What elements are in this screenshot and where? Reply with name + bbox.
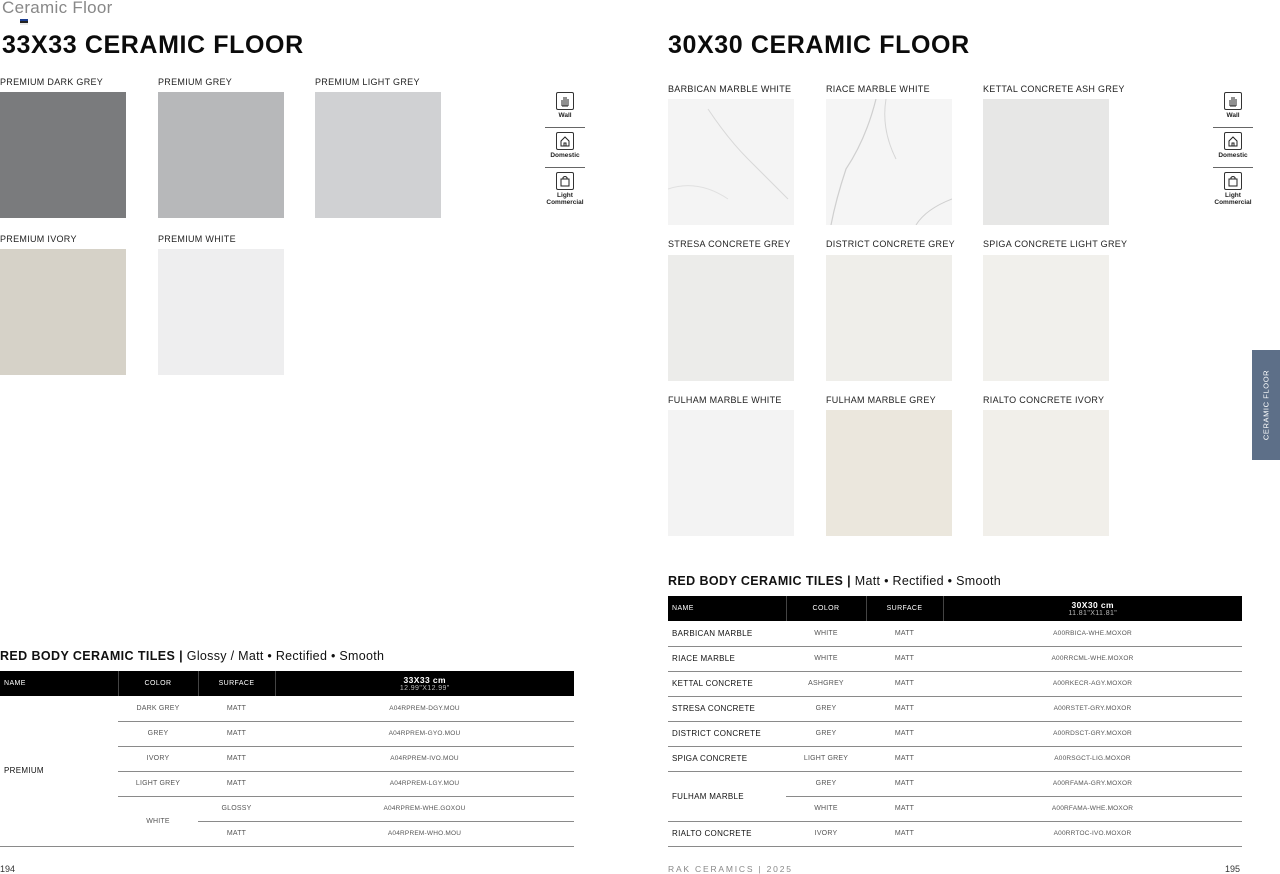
tile-label: SPIGA CONCRETE LIGHT GREY: [983, 239, 1128, 249]
color-cell: GREY: [786, 696, 866, 721]
col-color-header: COLOR: [118, 671, 198, 696]
color-cell: GREY: [786, 721, 866, 746]
code-cell: A04RPREM-GYO.MOU: [275, 721, 574, 746]
col-size-header: [943, 596, 1242, 621]
tile-label: PREMIUM WHITE: [158, 234, 236, 244]
color-cell: IVORY: [118, 746, 198, 771]
code-cell: A00RSGCT-LIG.MOXOR: [943, 746, 1242, 771]
house-icon: [1224, 132, 1242, 150]
tile-label: FULHAM MARBLE WHITE: [668, 395, 782, 405]
code-cell: A04RPREM-LGY.MOU: [275, 771, 574, 796]
tile-swatch-rialto-concrete-ivory: [983, 410, 1109, 536]
color-cell: WHITE: [118, 796, 198, 846]
name-cell: FULHAM MARBLE: [668, 771, 786, 821]
side-tab-label: CERAMIC FLOOR: [1261, 369, 1271, 441]
name-cell: STRESA CONCRETE: [668, 696, 786, 721]
tile-swatch-spiga-concrete-light-grey: [983, 255, 1109, 381]
surface-cell: MATT: [866, 746, 943, 771]
code-cell: A04RPREM-WHO.MOU: [275, 821, 574, 846]
tile-swatch-premium-ivory: [0, 249, 126, 375]
surface-cell: MATT: [198, 721, 275, 746]
surface-cell: MATT: [866, 771, 943, 796]
section-label: Ceramic Floor: [2, 0, 113, 17]
tile-label: BARBICAN MARBLE WHITE: [668, 84, 792, 94]
code-cell: A00RSTET-GRY.MOXOR: [943, 696, 1242, 721]
tile-swatch-fulham-marble-grey: [826, 410, 952, 536]
color-cell: WHITE: [786, 621, 866, 646]
color-cell: LIGHT GREY: [786, 746, 866, 771]
color-cell: DARK GREY: [118, 696, 198, 721]
wall-icon: [1224, 92, 1242, 110]
table-heading-33x33: [0, 649, 384, 663]
tile-swatch-premium-white: [158, 249, 284, 375]
size-inch-label: 11.81"X11.81": [1068, 610, 1118, 617]
tile-label: STRESA CONCRETE GREY: [668, 239, 791, 249]
flag-icon: [20, 19, 28, 27]
usage-light-label: Light: [1225, 192, 1241, 199]
surface-cell: MATT: [198, 821, 275, 846]
code-cell: A00RRTOC-IVO.MOXOR: [943, 821, 1242, 846]
tile-swatch-premium-grey: [158, 92, 284, 218]
table-row: [0, 696, 574, 721]
shopping-bag-icon: [1224, 172, 1242, 190]
table-header-row: [668, 596, 1242, 621]
table-row: [668, 646, 1242, 671]
table-row: [668, 671, 1242, 696]
tile-label: KETTAL CONCRETE ASH GREY: [983, 84, 1125, 94]
tile-swatch-fulham-marble-white: [668, 410, 794, 536]
col-surface-header: SURFACE: [866, 596, 943, 621]
page-title-33x33: 33X33 CERAMIC FLOOR: [2, 31, 304, 59]
usage-icons: [1213, 92, 1253, 207]
tile-label: RIACE MARBLE WHITE: [826, 84, 930, 94]
surface-cell: MATT: [198, 696, 275, 721]
shopping-bag-icon: [556, 172, 574, 190]
tile-swatch-stresa-concrete-grey: [668, 255, 794, 381]
house-icon: [556, 132, 574, 150]
surface-cell: MATT: [198, 746, 275, 771]
group-name-cell: PREMIUM: [0, 696, 118, 846]
page-number-left: 194: [0, 864, 16, 874]
size-label: 33X33 cm: [403, 675, 446, 685]
table-heading-rest: Matt • Rectified • Smooth: [851, 574, 1001, 588]
color-cell: IVORY: [786, 821, 866, 846]
tile-label: FULHAM MARBLE GREY: [826, 395, 936, 405]
code-cell: A00RKECR-AGY.MOXOR: [943, 671, 1242, 696]
tile-swatch-premium-light-grey: [315, 92, 441, 218]
surface-cell: MATT: [866, 821, 943, 846]
code-cell: A04RPREM-DGY.MOU: [275, 696, 574, 721]
code-cell: A04RPREM-WHE.GOXOU: [275, 796, 574, 821]
code-cell: A00RBICA-WHE.MOXOR: [943, 621, 1242, 646]
color-cell: WHITE: [786, 796, 866, 821]
usage-wall-label: Wall: [558, 112, 572, 119]
table-33x33: [0, 671, 574, 847]
wall-icon: [556, 92, 574, 110]
col-size-header: [275, 671, 574, 696]
name-cell: BARBICAN MARBLE: [668, 621, 786, 646]
surface-cell: MATT: [866, 646, 943, 671]
code-cell: A04RPREM-IVO.MOU: [275, 746, 574, 771]
tile-label: DISTRICT CONCRETE GREY: [826, 239, 955, 249]
table-row: [668, 696, 1242, 721]
color-cell: GREY: [786, 771, 866, 796]
col-name-header: NAME: [0, 671, 118, 696]
col-surface-header: SURFACE: [198, 671, 275, 696]
usage-commercial-label: Commercial: [546, 199, 584, 206]
usage-domestic-label: Domestic: [550, 152, 580, 159]
color-cell: ASHGREY: [786, 671, 866, 696]
code-cell: A00RFAMA-WHE.MOXOR: [943, 796, 1242, 821]
usage-wall-label: Wall: [1226, 112, 1240, 119]
surface-cell: MATT: [866, 796, 943, 821]
usage-light-label: Light: [557, 192, 573, 199]
table-heading-30x30: [668, 574, 1001, 588]
page-title-30x30: 30X30 CERAMIC FLOOR: [668, 31, 970, 59]
tile-swatch-kettal-concrete-ash-grey: [983, 99, 1109, 225]
usage-icons: [545, 92, 585, 207]
tile-swatch-riace-marble-white: [826, 99, 952, 225]
name-cell: RIALTO CONCRETE: [668, 821, 786, 846]
color-cell: LIGHT GREY: [118, 771, 198, 796]
usage-commercial-label: Commercial: [1214, 199, 1252, 206]
table-row: [668, 821, 1242, 846]
side-tab-ceramic-floor: [1252, 350, 1280, 460]
tile-label: PREMIUM IVORY: [0, 234, 77, 244]
tile-label: PREMIUM DARK GREY: [0, 77, 104, 87]
tile-swatch-premium-dark-grey: [0, 92, 126, 218]
color-cell: GREY: [118, 721, 198, 746]
surface-cell: MATT: [866, 621, 943, 646]
table-heading-bold: RED BODY CERAMIC TILES |: [668, 574, 852, 588]
usage-domestic-label: Domestic: [1218, 152, 1248, 159]
tile-label: PREMIUM LIGHT GREY: [315, 77, 420, 87]
color-cell: WHITE: [786, 646, 866, 671]
surface-cell: MATT: [198, 771, 275, 796]
size-inch-label: 12.99"X12.99": [399, 685, 450, 692]
code-cell: A00RRCML-WHE.MOXOR: [943, 646, 1242, 671]
table-header-row: [0, 671, 574, 696]
tile-label: RIALTO CONCRETE IVORY: [983, 395, 1105, 405]
name-cell: SPIGA CONCRETE: [668, 746, 786, 771]
surface-cell: MATT: [866, 696, 943, 721]
surface-cell: MATT: [866, 721, 943, 746]
name-cell: KETTAL CONCRETE: [668, 671, 786, 696]
name-cell: DISTRICT CONCRETE: [668, 721, 786, 746]
col-color-header: COLOR: [786, 596, 866, 621]
code-cell: A00RDSCT-GRY.MOXOR: [943, 721, 1242, 746]
table-heading-rest: Glossy / Matt • Rectified • Smooth: [183, 649, 385, 663]
col-name-header: NAME: [668, 596, 786, 621]
tile-swatch-barbican-marble-white: [668, 99, 794, 225]
size-label: 30X30 cm: [1071, 600, 1114, 610]
tile-swatch-district-concrete-grey: [826, 255, 952, 381]
tile-label: PREMIUM GREY: [158, 77, 233, 87]
surface-cell: GLOSSY: [198, 796, 275, 821]
code-cell: A00RFAMA-GRY.MOXOR: [943, 771, 1242, 796]
table-30x30: [668, 596, 1242, 847]
table-row: [668, 721, 1242, 746]
name-cell: RIACE MARBLE: [668, 646, 786, 671]
brand-footer: RAK CERAMICS | 2025: [668, 864, 793, 874]
surface-cell: MATT: [866, 671, 943, 696]
page-number-right: 195: [1225, 864, 1241, 874]
table-heading-bold: RED BODY CERAMIC TILES |: [0, 649, 184, 663]
table-row: [668, 771, 1242, 796]
table-row: [668, 621, 1242, 646]
table-row: [668, 746, 1242, 771]
